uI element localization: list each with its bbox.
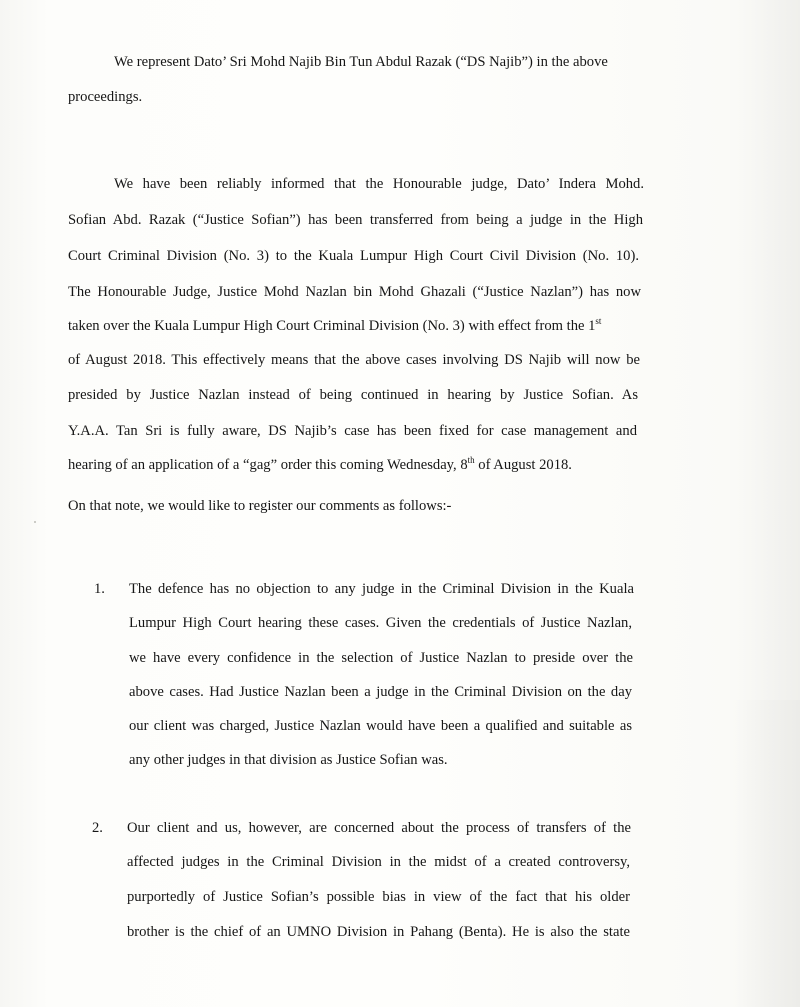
scan-edge-shadow [730, 700, 800, 1007]
item-2-line-4: brother is the chief of an UMNO Division in Pahang (Benta). He is also the state [127, 924, 630, 940]
item-1-line-5: our client was charged, Justice Nazlan would have been a qualified and suitable as [129, 718, 632, 734]
para2-line-5 [68, 316, 602, 334]
item-1-line-2: Lumpur High Court hearing these cases. Given the credentials of Justice Nazlan, [129, 615, 632, 631]
item-1-line-6: any other judges in that division as Justice Sofian was. [129, 752, 448, 768]
para2-line-2: Sofian Abd. Razak (“Justice Sofian”) has been transferred from being a judge in the High [68, 212, 643, 228]
para2-line-3: Court Criminal Division (No. 3) to the Kuala Lumpur High Court Civil Division (No. 10). [68, 248, 639, 264]
note-line: On that note, we would like to register our comments as follows:- [68, 498, 452, 514]
scan-speck [34, 521, 36, 523]
intro-line-2: proceedings. [68, 89, 143, 105]
item-2-number: 2. [92, 820, 103, 836]
para2-line-9-text: hearing of an application of a “gag” order this coming Wednesday, 8 [68, 457, 468, 473]
item-1-line-3: we have every confidence in the selection of Justice Nazlan to preside over the [129, 650, 633, 666]
para2-line-7: presided by Justice Nazlan instead of being continued in hearing by Justice Sofian. As [68, 387, 638, 403]
item-1-line-1: The defence has no objection to any judge in the Criminal Division in the Kuala [129, 581, 634, 597]
para2-line-1: We have been reliably informed that the Honourable judge, Dato’ Indera Mohd. [114, 176, 644, 192]
item-2-line-3: purportedly of Justice Sofian’s possible bias in view of the fact that his older [127, 889, 630, 905]
item-2-line-2: affected judges in the Criminal Division in the midst of a created controversy, [127, 854, 630, 870]
para2-line-5-text: taken over the Kuala Lumpur High Court Criminal Division (No. 3) with effect from the 1 [68, 318, 596, 334]
para2-line-6: of August 2018. This effectively means that the above cases involving DS Najib will now be [68, 352, 640, 368]
item-2-line-1: Our client and us, however, are concerned about the process of transfers of the [127, 820, 631, 836]
para2-line-9 [68, 455, 572, 473]
item-1-line-4: above cases. Had Justice Nazlan been a judge in the Criminal Division on the day [129, 684, 632, 700]
para2-line-9-tail: of August 2018. [474, 457, 572, 473]
item-1-number: 1. [94, 581, 105, 597]
para2-line-8: Y.A.A. Tan Sri is fully aware, DS Najib’s case has been fixed for case management and [68, 423, 637, 439]
para2-line-4: The Honourable Judge, Justice Mohd Nazlan bin Mohd Ghazali (“Justice Nazlan”) has now [68, 284, 641, 300]
para2-line-9-sup: th [467, 455, 475, 465]
para2-line-5-sup: st [595, 316, 602, 326]
intro-line-1: We represent Dato’ Sri Mohd Najib Bin Tun Abdul Razak (“DS Najib”) in the above [114, 54, 608, 70]
